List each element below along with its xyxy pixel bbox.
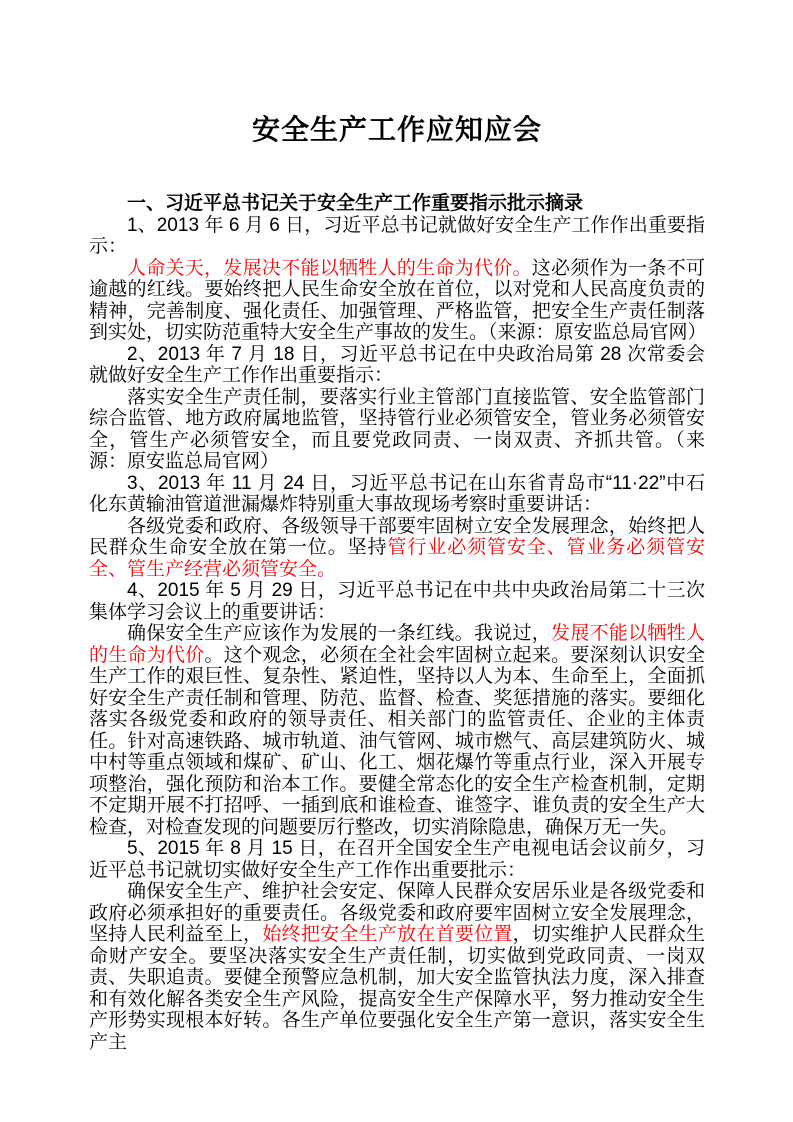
body-text: 。这个观念，必须在全社会牢固树立起来。要深刻认识安全生产工作的艰巨性、复杂性、紧迫性，坚持以人为本、生命至上，全面抓好安全生产责任制和管理、防范、监督、检查、奖惩措施的落实。要细化落实各级党委和政府的领导责任、相关部门的监管责任、企业的主体责任。针对高速铁路、城市轨道、油气管网、城市燃气、高层建筑防火、城中村等重点领域和煤矿、矿山、化工、烟花爆竹等重点行业，深入开展专项整治，强化预防和治本工作。要健全常态化的安全生产检查机制，定期不定期开展不打招呼、一插到底和谁检查、谁签字、谁负责的安全生产大检查，对检查发现的问题要厉行整改，切实消除隐患，确保万无一失。 [89,644,705,838]
body-text: ，切实维护人民群众生命财产安全。要坚决落实安全生产责任制，切实做到党政同责、一岗双责、失职追责。要健全预警应急机制，加大安全监管执法力度，深入排查和有效化解各类安全生产风险，提高安全生产保障水平，努力推动安全生产形势实现根本好转。各生产单位要强化安全生产第一意识，落实安全生产主 [89,924,705,1053]
body-text: 1、2013 年 6 月 6 日，习近平总书记就做好安全生产工作作出重要指示： [89,214,705,257]
body-text: 这必须作为一条不可逾越的红线。要始终把人民生命安全放在首位，以对党和人民高度负责的精神，完善制度、强化责任、加强管理、严格监管，把安全生产责任制落到实处，切实防范重特大安全生产事故的发生。（来源：原安监总局官网） [89,257,707,343]
highlighted-text: 人命关天，发展决不能以牺牲人的生命为代价。 [127,257,532,279]
body-text: 确保安全生产、维护社会安定、保障人民群众安居乐业是各级党委和政府必须承担好的重要责任。各级党委和政府要牢固树立安全发展理念，坚持人民利益至上， [89,881,705,945]
item-4-quote [89,623,705,838]
paragraph-list [89,215,705,1054]
document-body [89,193,705,1053]
document-title: 安全生产工作应知应会 [251,114,542,145]
highlighted-text: 始终把安全生产放在首要位置 [262,924,513,945]
body-text: 2、2013 年 7 月 18 日，习近平总书记在中央政治局第 28 次常委会就做好安全生产工作作出重要指示： [89,343,705,386]
body-text: 各级党委和政府、各级领导干部要牢固树立安全发展理念，始终把人民群众生命安全放在第一位。坚持 [89,515,705,558]
body-text: 确保安全生产应该作为发展的一条红线。我说过， [127,623,552,644]
body-text: 4、2015 年 5 月 29 日，习近平总书记在中共中央政治局第二十三次集体学习会议上的重要讲话： [89,580,705,623]
highlighted-text: 发展不能以牺牲人的生命为代价 [89,623,705,666]
item-3-intro [89,473,705,516]
item-4-intro [89,580,705,623]
item-1-quote [89,258,705,344]
body-text: 5、2015 年 8 月 15 日，在召开全国安全生产电视电话会议前夕，习近平总书记就切实做好安全生产工作作出重要批示： [89,838,705,881]
item-5-quote [89,881,705,1053]
item-2-quote [89,387,705,473]
item-2-intro [89,344,705,387]
body-text: 落实安全生产责任制，要落实行业主管部门直接监管、安全监管部门综合监管、地方政府属地监管，坚持管行业必须管安全，管业务必须管安全，管生产必须管安全，而且要党政同责、一岗双责、齐抓共管。（来源：原安监总局官网） [89,386,705,472]
item-3-quote [89,516,705,581]
highlighted-text: 管行业必须管安全、管业务必须管安全、管生产经营必须管安全。 [89,537,705,580]
body-text: 3、2013 年 11 月 24 日，习近平总书记在山东省青岛市“11·22”中石化东黄输油管道泄漏爆炸特别重大事故现场考察时重要讲话： [89,472,705,515]
item-1-intro [89,215,705,258]
item-5-intro [89,838,705,881]
section-heading: 一、习近平总书记关于安全生产工作重要指示批示摘录 [127,193,584,214]
